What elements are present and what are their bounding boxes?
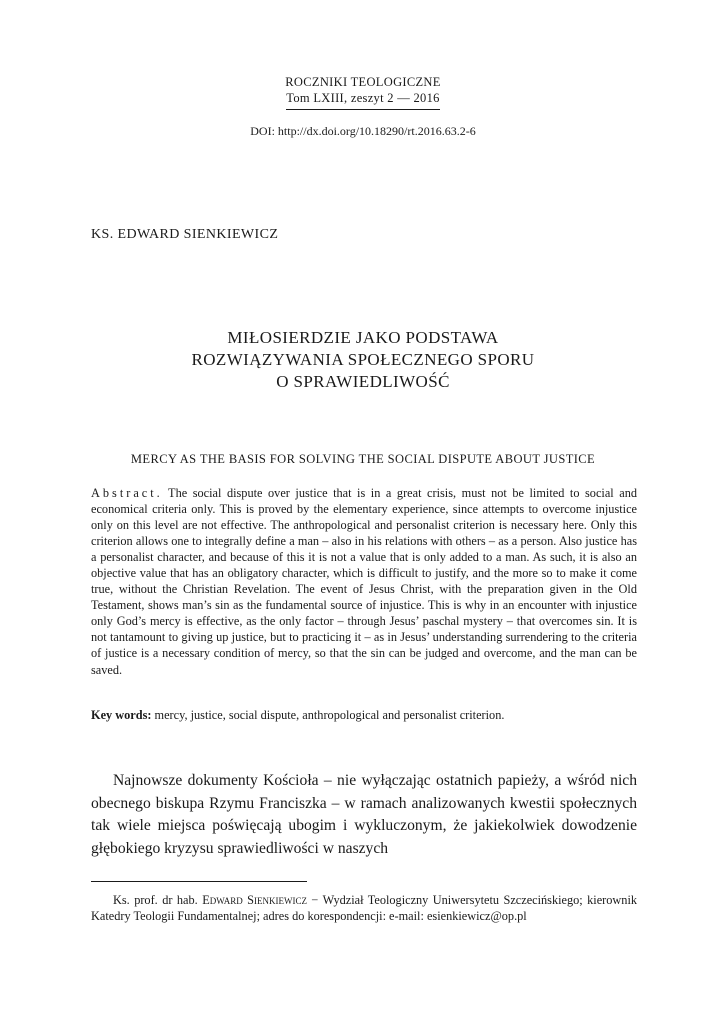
abstract-text: The social dispute over justice that is in a great crisis, must not be limited to social and economical criteria only. This is proved by the elementary experience, since attempts to overcome injustice only on this level are not effective. The anthropological and personalist criterion is necessary here. Only this criterion allows one to integrally define a man – also in his relations with others – as a person. Also justice has a personalist character, and because of this it is not a value that is only added to a man. As such, it is also an objective value that has an obligatory character, which is difficult to justify, and the more so to make it come true, without the Christian Revelation. The event of Jesus Christ, with the preparation given in the Old Testament, shows man’s sin as the fundamental source of injustice. This is why in an encounter with injustice only God’s mercy is effective, as the only factor – through Jesus’ paschal mystery – that overcomes sin. It is not tantamount to giving up justice, but to practicing it – as in Jesus’ understanding surrendering to the criteria of justice is a necessary condition of mercy, so that the sin can be judged and overcome, and the man can be saved. bbox=[91, 486, 637, 677]
body-paragraph-text: Najnowsze dokumenty Kościoła – nie wyłączając ostatnich papieży, a wśród nich obecnego biskupa Rzymu Franciszka – w ramach analizowanych kwestii społecznych tak wiele miejsca poświęcają ubogim i wykluczonym, że jakiekolwiek dowodzenie głębokiego kryzysu sprawiedliwości w naszych bbox=[91, 772, 637, 857]
footnote-prefix: Ks. prof. dr hab. bbox=[113, 893, 203, 907]
journal-volume: Tom LXIII, zeszyt 2 — 2016 bbox=[286, 90, 439, 110]
title-line-1: MIŁOSIERDZIE JAKO PODSTAWA bbox=[227, 328, 499, 347]
footnote-affiliation: − Wydział Teologiczny Uniwersytetu Szczecińskiego; kierownik Katedry Teologii Fundamentalnej; adres do korespondencji: e-mail: esienkiewicz@op.pl bbox=[91, 893, 638, 924]
journal-name: ROCZNIKI TEOLOGICZNE bbox=[285, 75, 441, 89]
keywords-label: Key words: bbox=[91, 708, 152, 722]
author-name: KS. EDWARD SIENKIEWICZ bbox=[91, 227, 279, 242]
article-title bbox=[0, 327, 726, 393]
title-line-3: O SPRAWIEDLIWOŚĆ bbox=[276, 372, 450, 391]
doi-line: DOI: http://dx.doi.org/10.18290/rt.2016.63.2-6 bbox=[250, 124, 476, 138]
footnote-author-name: Edward Sienkiewicz bbox=[202, 893, 307, 907]
body-paragraph bbox=[91, 770, 637, 860]
author-footnote bbox=[91, 892, 637, 925]
keywords bbox=[91, 707, 637, 723]
english-title: MERCY AS THE BASIS FOR SOLVING THE SOCIAL DISPUTE ABOUT JUSTICE bbox=[130, 452, 596, 466]
abstract bbox=[91, 485, 637, 678]
journal-header bbox=[0, 74, 726, 110]
keywords-text: mercy, justice, social dispute, anthropological and personalist criterion. bbox=[151, 708, 505, 722]
abstract-label: Abstract. bbox=[91, 486, 163, 500]
footnote-rule bbox=[91, 881, 307, 882]
title-line-2: ROZWIĄZYWANIA SPOŁECZNEGO SPORU bbox=[191, 350, 535, 369]
